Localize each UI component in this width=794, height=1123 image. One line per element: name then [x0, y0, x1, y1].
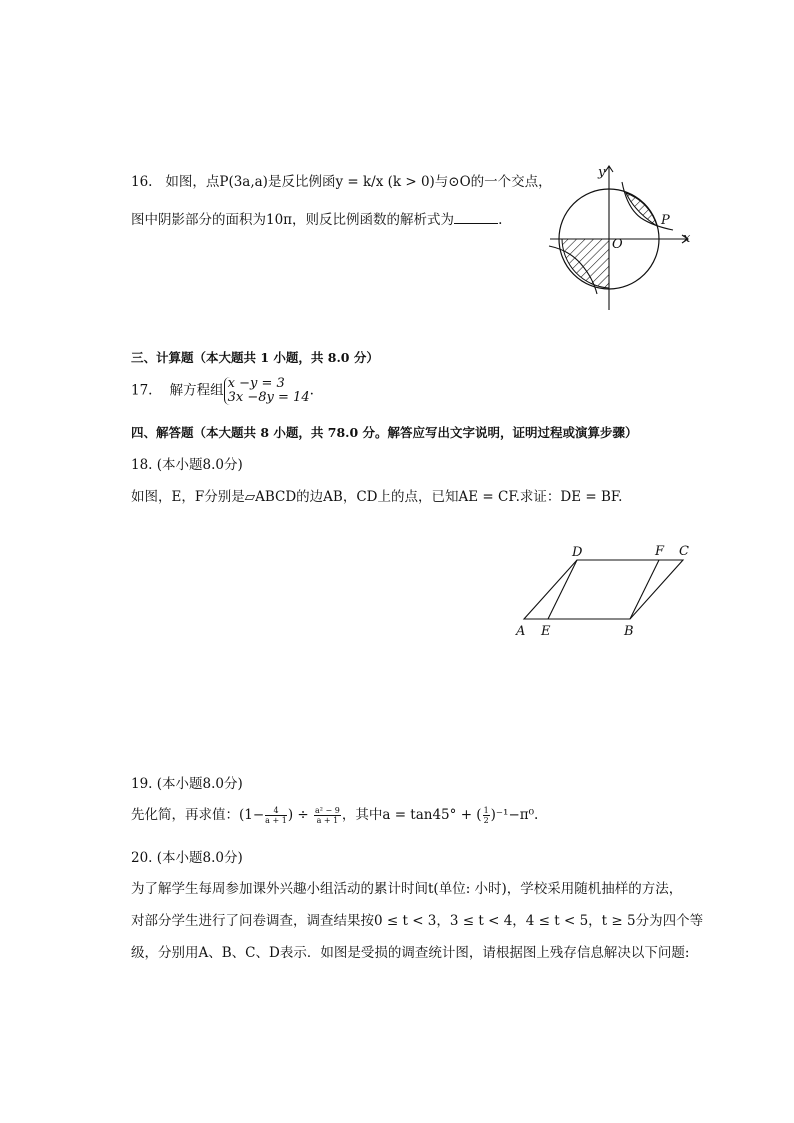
- shaded-region-upper: [626, 193, 657, 226]
- q19-text: [131, 803, 538, 825]
- q16-period: .: [498, 212, 503, 228]
- fraction-4-over-a-plus-1: $\frac{4}{a + 1}$: [265, 806, 287, 825]
- label-b: B: [624, 624, 634, 639]
- fraction-a2-9-over-a-plus-1: $\frac{\text{a² − 9}}{a + 1}$: [315, 806, 340, 825]
- section-4-title: 四、解答题（本大题共 8 小题，共 78.0 分。解答应写出文字说明，证明过程或演算步骤）: [131, 425, 638, 440]
- shaded-region-lower: [562, 239, 609, 288]
- label-a: A: [516, 624, 526, 639]
- q19-mid2: ，其中a = tan45° + (: [341, 807, 482, 823]
- equation-system: [224, 377, 310, 405]
- equation-2: 3x −8y = 14: [227, 390, 310, 405]
- q17-number: 17.: [131, 382, 153, 399]
- segment-de: [548, 560, 577, 619]
- q20-line3: 级，分别用A、B、C、D表示．如图是受损的调查统计图，请根据图上残存信息解决以下问题:: [131, 945, 690, 961]
- label-d: D: [572, 545, 583, 560]
- q16-line1: [131, 170, 552, 190]
- label-y: y: [598, 165, 606, 180]
- q18-text: 如图，E，F分别是▱ABCD的边AB，CD上的点，已知AE = CF.求证：DE = BF.: [131, 489, 623, 505]
- q19-pre: 先化简，再求值：(1−: [131, 807, 265, 823]
- q17: [131, 377, 314, 405]
- q20-line1: 为了解学生每周参加课外兴趣小组活动的累计时间t(单位: 小时)，学校采用随机抽样的方法，: [131, 881, 683, 897]
- q16-text-2: 图中阴影部分的面积为10π，则反比例函数的解析式为: [131, 212, 455, 228]
- q20-heading: 20. (本小题8.0分): [131, 850, 243, 866]
- q17-period: .: [309, 382, 314, 399]
- q16-number: 16.: [131, 174, 153, 190]
- q18-heading: 18. (本小题8.0分): [131, 457, 243, 473]
- q19-heading: 19. (本小题8.0分): [131, 776, 243, 792]
- figure-circle-hyperbola: [545, 160, 695, 315]
- q20-line2: 对部分学生进行了问卷调查，调查结果按0 ≤ t < 3，3 ≤ t < 4，4 ≤ t < 5，t ≥ 5分为四个等: [131, 913, 704, 929]
- q17-text: 解方程组: [169, 382, 224, 399]
- section-3-title: 三、计算题（本大题共 1 小题，共 8.0 分）: [131, 350, 379, 365]
- figure-parallelogram: [510, 540, 700, 640]
- label-c: C: [679, 544, 689, 559]
- label-x: x: [683, 231, 691, 246]
- parallelogram-abcd: [524, 560, 683, 619]
- equation-1: x −y = 3: [227, 376, 285, 391]
- answer-blank: [454, 211, 498, 224]
- label-f: F: [655, 544, 665, 559]
- label-e: E: [541, 624, 551, 639]
- q19-post: )⁻¹−π⁰.: [490, 807, 539, 823]
- fraction-one-half: $\frac{1}{2}$: [483, 806, 489, 825]
- q19-mid: ) ÷: [287, 807, 313, 823]
- segment-bf: [630, 560, 659, 619]
- label-o: O: [612, 237, 623, 252]
- q16-line2: [131, 208, 502, 228]
- q16-text-1: 如图，点P(3a,a)是反比例函y = k/x (k > 0)与⊙O的一个交点，: [165, 174, 552, 190]
- label-p: P: [661, 213, 670, 228]
